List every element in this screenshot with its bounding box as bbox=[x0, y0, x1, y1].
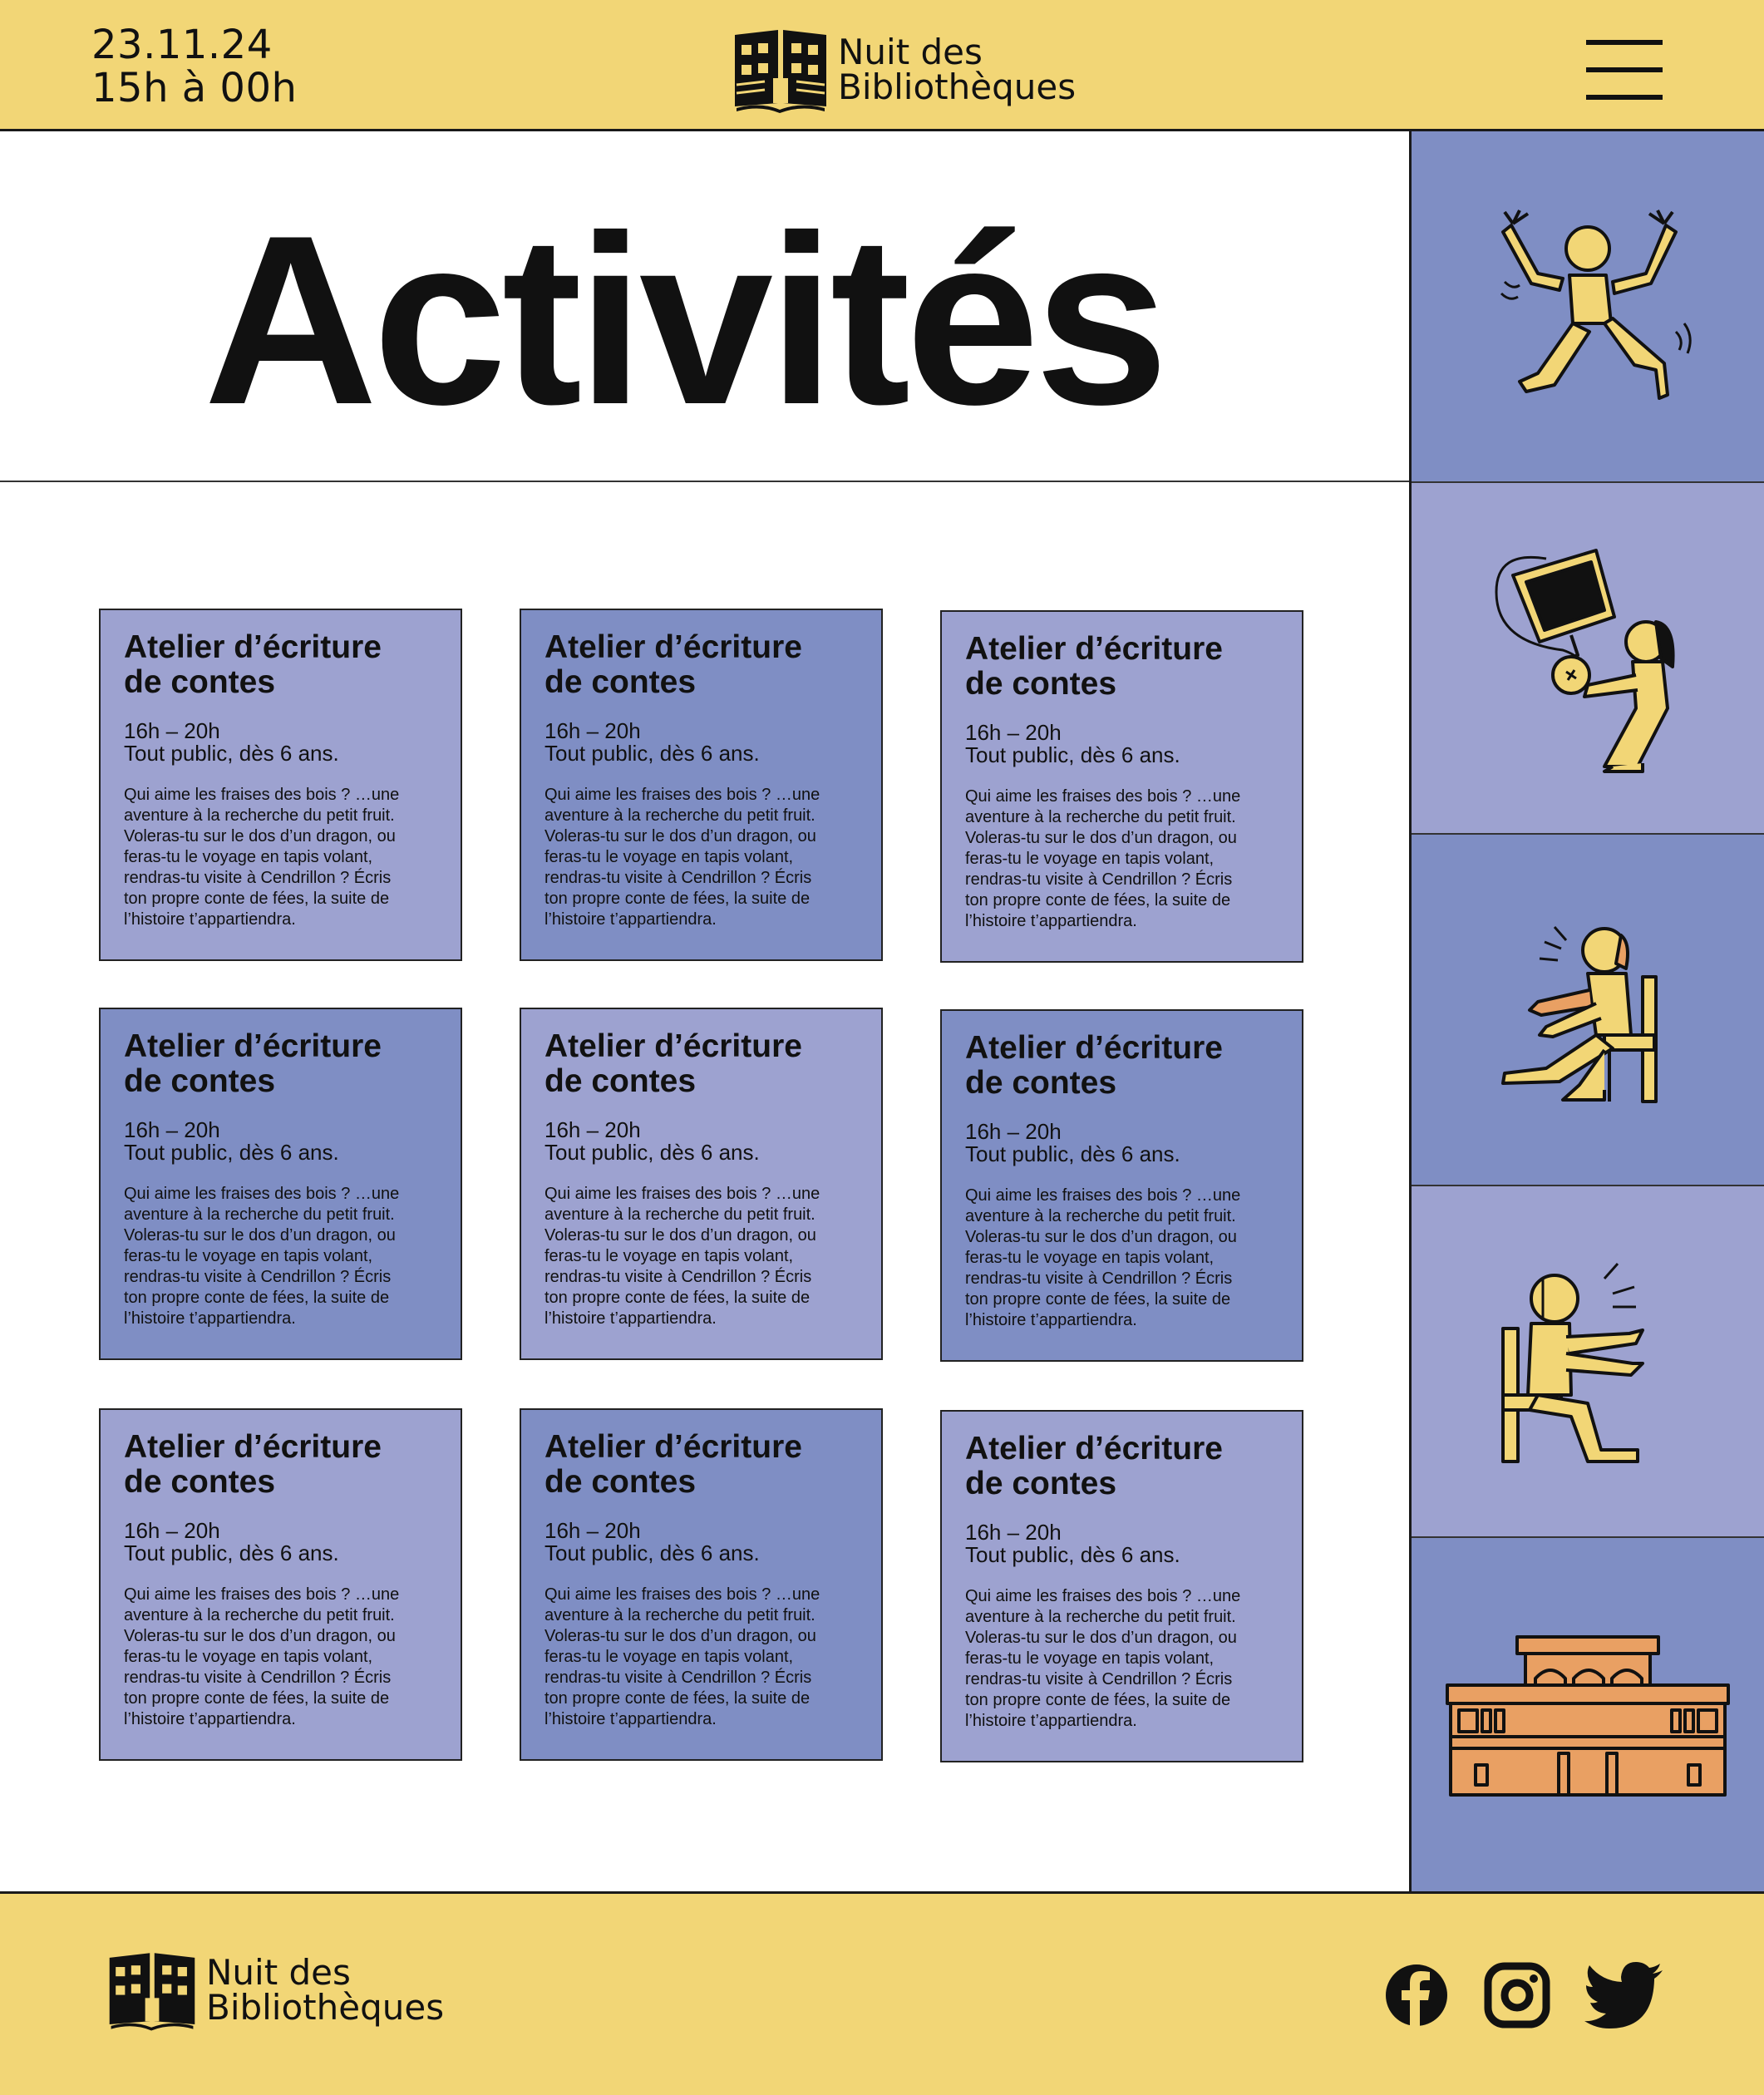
card-audience: Tout public, dès 6 ans. bbox=[965, 1141, 1180, 1166]
card-title-line1: Atelier d’écriture bbox=[965, 1431, 1223, 1466]
card-desc-line: ton propre conte de fées, la suite de bbox=[544, 1689, 811, 1708]
card-desc-line: aventure à la recherche du petit fruit. bbox=[965, 1608, 1236, 1626]
card-title-line1: Atelier d’écriture bbox=[544, 629, 802, 665]
title-section bbox=[0, 131, 1409, 482]
card-time: 16h – 20h bbox=[544, 1518, 641, 1543]
card-title-line2: de contes bbox=[544, 1063, 697, 1099]
card-desc-line: Voleras-tu sur le dos d’un dragon, ou bbox=[965, 1228, 1237, 1246]
card-desc-line: Qui aime les fraises des bois ? …une bbox=[124, 1185, 400, 1203]
card-desc-line: Qui aime les fraises des bois ? …une bbox=[124, 1585, 400, 1604]
card-title-line2: de contes bbox=[965, 1065, 1117, 1101]
card-desc-line: Voleras-tu sur le dos d’un dragon, ou bbox=[544, 1627, 816, 1645]
card-desc-line: l’histoire t’appartiendra. bbox=[544, 1710, 717, 1728]
book-house-logo-icon bbox=[732, 27, 830, 113]
site-header bbox=[0, 0, 1764, 131]
card-desc-line: Qui aime les fraises des bois ? …une bbox=[965, 787, 1241, 806]
card-title bbox=[965, 1432, 1279, 1501]
card-desc-line: feras-tu le voyage en tapis volant, bbox=[544, 848, 794, 866]
jumping-person-icon bbox=[1480, 207, 1696, 407]
card-time: 16h – 20h bbox=[544, 718, 641, 743]
card-description bbox=[544, 1184, 858, 1329]
card-desc-line: rendras-tu visite à Cendrillon ? Écris bbox=[124, 1669, 392, 1687]
footer-logo-line1: Nuit des bbox=[206, 1952, 351, 1993]
book-house-logo-icon bbox=[106, 1949, 198, 2032]
card-description bbox=[965, 1586, 1279, 1732]
card-description bbox=[544, 1585, 858, 1730]
card-desc-line: Qui aime les fraises des bois ? …une bbox=[965, 1186, 1241, 1205]
activity-card[interactable] bbox=[99, 1008, 462, 1360]
card-desc-line: feras-tu le voyage en tapis volant, bbox=[965, 1649, 1215, 1668]
activity-card[interactable] bbox=[520, 1408, 883, 1761]
card-desc-line: rendras-tu visite à Cendrillon ? Écris bbox=[544, 869, 812, 887]
card-desc-line: l’histoire t’appartiendra. bbox=[124, 1710, 296, 1728]
card-desc-line: rendras-tu visite à Cendrillon ? Écris bbox=[544, 1669, 812, 1687]
card-title-line2: de contes bbox=[124, 1063, 276, 1099]
card-description bbox=[544, 785, 858, 930]
card-audience: Tout public, dès 6 ans. bbox=[124, 1140, 339, 1165]
illustration-sidebar bbox=[1409, 131, 1764, 1891]
event-date-day: 23.11.24 bbox=[91, 22, 273, 68]
card-time: 16h – 20h bbox=[124, 718, 220, 743]
card-title-line2: de contes bbox=[544, 664, 697, 700]
activity-card[interactable] bbox=[520, 609, 883, 961]
activity-card[interactable] bbox=[940, 1410, 1303, 1762]
card-desc-line: Voleras-tu sur le dos d’un dragon, ou bbox=[124, 1627, 396, 1645]
facebook-icon[interactable] bbox=[1383, 1962, 1450, 2028]
card-desc-line: ton propre conte de fées, la suite de bbox=[544, 890, 811, 908]
card-desc-line: aventure à la recherche du petit fruit. bbox=[544, 1606, 815, 1624]
card-desc-line: l’histoire t’appartiendra. bbox=[544, 1309, 717, 1328]
card-desc-line: Qui aime les fraises des bois ? …une bbox=[965, 1587, 1241, 1605]
footer-logo-text bbox=[206, 1952, 445, 2028]
card-title-line1: Atelier d’écriture bbox=[124, 629, 382, 665]
card-desc-line: ton propre conte de fées, la suite de bbox=[965, 1290, 1231, 1309]
card-title-line2: de contes bbox=[124, 1464, 276, 1500]
card-desc-line: aventure à la recherche du petit fruit. bbox=[965, 1207, 1236, 1225]
sidebar-panel bbox=[1412, 131, 1764, 483]
card-title-line1: Atelier d’écriture bbox=[124, 1429, 382, 1465]
card-title-line1: Atelier d’écriture bbox=[965, 631, 1223, 667]
card-time: 16h – 20h bbox=[124, 1117, 220, 1142]
card-desc-line: feras-tu le voyage en tapis volant, bbox=[544, 1648, 794, 1666]
card-audience: Tout public, dès 6 ans. bbox=[544, 1140, 760, 1165]
header-logo-line2: Bibliothèques bbox=[838, 67, 1077, 107]
card-title-line1: Atelier d’écriture bbox=[965, 1030, 1223, 1066]
card-title-line1: Atelier d’écriture bbox=[544, 1028, 802, 1064]
library-building-icon bbox=[1442, 1632, 1733, 1798]
card-time: 16h – 20h bbox=[544, 1117, 641, 1142]
card-title bbox=[124, 630, 437, 700]
card-audience: Tout public, dès 6 ans. bbox=[544, 1540, 760, 1565]
page-title: Activités bbox=[204, 185, 1164, 455]
card-audience: Tout public, dès 6 ans. bbox=[124, 1540, 339, 1565]
card-desc-line: rendras-tu visite à Cendrillon ? Écris bbox=[124, 869, 392, 887]
card-desc-line: Voleras-tu sur le dos d’un dragon, ou bbox=[544, 827, 816, 845]
card-title-line2: de contes bbox=[965, 1466, 1117, 1501]
instagram-icon[interactable] bbox=[1484, 1962, 1550, 2028]
activity-card[interactable] bbox=[99, 609, 462, 961]
sidebar-panel bbox=[1412, 835, 1764, 1186]
card-title bbox=[544, 1029, 858, 1099]
card-desc-line: l’histoire t’appartiendra. bbox=[965, 912, 1137, 930]
card-desc-line: Qui aime les fraises des bois ? …une bbox=[544, 1585, 820, 1604]
card-description bbox=[965, 1186, 1279, 1331]
hamburger-menu-icon[interactable] bbox=[1586, 40, 1663, 100]
card-desc-line: ton propre conte de fées, la suite de bbox=[965, 891, 1231, 909]
activity-card[interactable] bbox=[940, 610, 1303, 963]
header-logo-link[interactable] bbox=[732, 27, 1076, 113]
card-desc-line: ton propre conte de fées, la suite de bbox=[965, 1691, 1231, 1709]
card-desc-line: Qui aime les fraises des bois ? …une bbox=[544, 1185, 820, 1203]
card-desc-line: aventure à la recherche du petit fruit. bbox=[124, 1205, 395, 1224]
card-description bbox=[124, 1184, 437, 1329]
card-desc-line: feras-tu le voyage en tapis volant, bbox=[124, 1247, 373, 1265]
site-footer bbox=[0, 1891, 1764, 2095]
card-desc-line: feras-tu le voyage en tapis volant, bbox=[965, 850, 1215, 868]
card-desc-line: rendras-tu visite à Cendrillon ? Écris bbox=[544, 1268, 812, 1286]
card-desc-line: aventure à la recherche du petit fruit. bbox=[124, 1606, 395, 1624]
card-desc-line: feras-tu le voyage en tapis volant, bbox=[124, 1648, 373, 1666]
card-title-line2: de contes bbox=[124, 664, 276, 700]
card-desc-line: Voleras-tu sur le dos d’un dragon, ou bbox=[544, 1226, 816, 1245]
card-desc-line: rendras-tu visite à Cendrillon ? Écris bbox=[124, 1268, 392, 1286]
card-desc-line: rendras-tu visite à Cendrillon ? Écris bbox=[965, 1670, 1233, 1688]
card-desc-line: aventure à la recherche du petit fruit. bbox=[544, 1205, 815, 1224]
activity-card[interactable] bbox=[99, 1408, 462, 1761]
event-date-hours: 15h à 00h bbox=[91, 65, 298, 111]
header-logo-text bbox=[838, 32, 1077, 107]
card-time: 16h – 20h bbox=[965, 1119, 1062, 1144]
sidebar-panel bbox=[1412, 1186, 1764, 1538]
card-audience: Tout public, dès 6 ans. bbox=[965, 1542, 1180, 1567]
sidebar-panel bbox=[1412, 483, 1764, 835]
card-desc-line: Voleras-tu sur le dos d’un dragon, ou bbox=[124, 827, 396, 845]
activity-card[interactable] bbox=[520, 1008, 883, 1360]
twitter-icon[interactable] bbox=[1584, 1962, 1651, 2028]
card-desc-line: feras-tu le voyage en tapis volant, bbox=[124, 848, 373, 866]
sidebar-panel bbox=[1412, 1538, 1764, 1891]
card-title bbox=[965, 632, 1279, 702]
card-desc-line: feras-tu le voyage en tapis volant, bbox=[965, 1249, 1215, 1267]
card-desc-line: aventure à la recherche du petit fruit. bbox=[965, 808, 1236, 826]
card-title-line1: Atelier d’écriture bbox=[124, 1028, 382, 1064]
activity-card[interactable] bbox=[940, 1009, 1303, 1362]
card-title bbox=[965, 1031, 1279, 1101]
event-date bbox=[91, 23, 297, 110]
footer-logo-link[interactable] bbox=[106, 1949, 444, 2032]
card-desc-line: Qui aime les fraises des bois ? …une bbox=[124, 786, 400, 804]
card-desc-line: rendras-tu visite à Cendrillon ? Écris bbox=[965, 870, 1233, 889]
card-title-line2: de contes bbox=[544, 1464, 697, 1500]
card-desc-line: feras-tu le voyage en tapis volant, bbox=[544, 1247, 794, 1265]
card-desc-line: ton propre conte de fées, la suite de bbox=[124, 1689, 390, 1708]
card-desc-line: l’histoire t’appartiendra. bbox=[544, 910, 717, 929]
card-desc-line: ton propre conte de fées, la suite de bbox=[544, 1289, 811, 1307]
card-description bbox=[965, 786, 1279, 932]
card-audience: Tout public, dès 6 ans. bbox=[124, 741, 339, 766]
card-description bbox=[124, 785, 437, 930]
card-audience: Tout public, dès 6 ans. bbox=[965, 742, 1180, 767]
seated-storyteller-icon bbox=[1480, 910, 1696, 1110]
card-time: 16h – 20h bbox=[965, 1520, 1062, 1545]
card-time: 16h – 20h bbox=[965, 720, 1062, 745]
card-desc-line: aventure à la recherche du petit fruit. bbox=[124, 806, 395, 825]
card-desc-line: l’histoire t’appartiendra. bbox=[965, 1712, 1137, 1730]
header-logo-line1: Nuit des bbox=[838, 32, 983, 72]
card-title bbox=[544, 630, 858, 700]
card-title bbox=[124, 1029, 437, 1099]
card-desc-line: l’histoire t’appartiendra. bbox=[124, 910, 296, 929]
card-desc-line: Voleras-tu sur le dos d’un dragon, ou bbox=[965, 829, 1237, 847]
card-desc-line: rendras-tu visite à Cendrillon ? Écris bbox=[965, 1269, 1233, 1288]
card-audience: Tout public, dès 6 ans. bbox=[544, 741, 760, 766]
card-desc-line: ton propre conte de fées, la suite de bbox=[124, 1289, 390, 1307]
card-desc-line: Voleras-tu sur le dos d’un dragon, ou bbox=[965, 1629, 1237, 1647]
card-desc-line: l’histoire t’appartiendra. bbox=[965, 1311, 1137, 1329]
seated-speaker-icon bbox=[1480, 1254, 1696, 1470]
card-desc-line: aventure à la recherche du petit fruit. bbox=[544, 806, 815, 825]
card-description bbox=[124, 1585, 437, 1730]
card-desc-line: Voleras-tu sur le dos d’un dragon, ou bbox=[124, 1226, 396, 1245]
card-title-line1: Atelier d’écriture bbox=[544, 1429, 802, 1465]
card-title bbox=[124, 1430, 437, 1500]
card-desc-line: l’histoire t’appartiendra. bbox=[124, 1309, 296, 1328]
card-title-line2: de contes bbox=[965, 666, 1117, 702]
card-desc-line: ton propre conte de fées, la suite de bbox=[124, 890, 390, 908]
card-desc-line: Qui aime les fraises des bois ? …une bbox=[544, 786, 820, 804]
person-with-computer-icon bbox=[1480, 542, 1696, 775]
card-title bbox=[544, 1430, 858, 1500]
card-time: 16h – 20h bbox=[124, 1518, 220, 1543]
footer-logo-line2: Bibliothèques bbox=[206, 1987, 445, 2028]
